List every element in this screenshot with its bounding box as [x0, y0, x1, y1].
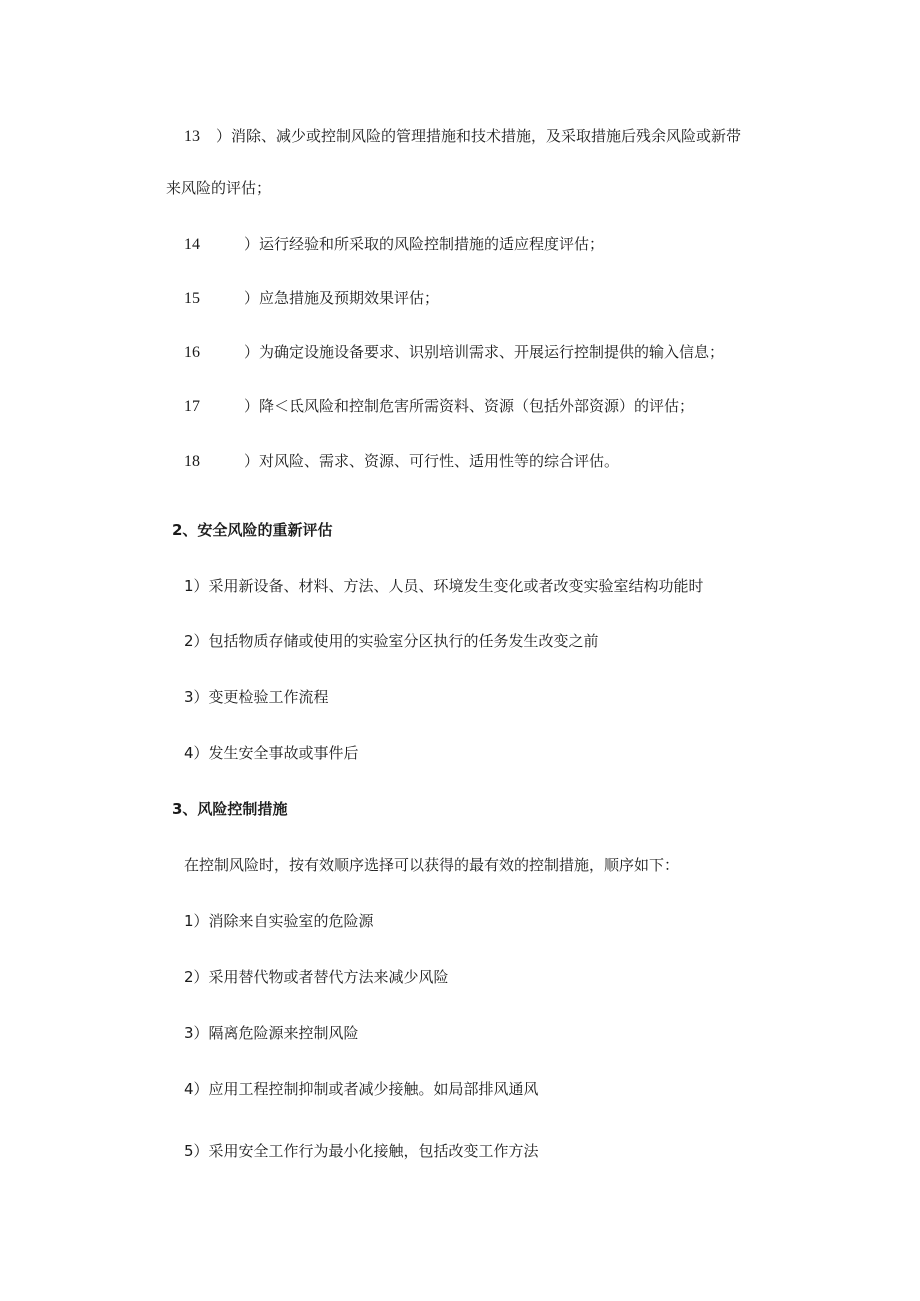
list-item-14 — [184, 234, 604, 255]
list-item-17 — [184, 396, 694, 417]
list-item-16 — [184, 342, 724, 363]
list-item: 3）隔离危险源来控制风险 — [184, 1024, 359, 1042]
list-item: 1）消除来自实验室的危险源 — [184, 912, 374, 930]
list-item: 2）包括物质存储或使用的实验室分区执行的任务发生改变之前 — [184, 632, 599, 650]
item-text: ）为确定设施设备要求、识别培训需求、开展运行控制提供的输入信息； — [244, 343, 725, 361]
list-item: 1）采用新设备、材料、方法、人员、环境发生变化或者改变实验室结构功能时 — [184, 577, 704, 595]
list-item-15 — [184, 288, 439, 309]
section-heading-risk-control: 3、风险控制措施 — [172, 800, 288, 818]
item-number: 18 — [184, 453, 200, 470]
item-text: ）应急措施及预期效果评估； — [244, 289, 440, 307]
section-heading-reassessment: 2、安全风险的重新评估 — [172, 521, 333, 539]
item-text: ）对风险、需求、资源、可行性、适用性等的综合评估。 — [244, 452, 620, 470]
list-item: 4）应用工程控制抑制或者减少接触。如局部排风通风 — [184, 1080, 539, 1098]
list-item-18 — [184, 451, 619, 472]
item-number: 17 — [184, 398, 200, 415]
item-number: 14 — [184, 236, 200, 253]
section-intro: 在控制风险时，按有效顺序选择可以获得的最有效的控制措施，顺序如下： — [184, 856, 680, 874]
list-item: 4）发生安全事故或事件后 — [184, 744, 359, 762]
list-item: 5）采用安全工作行为最小化接触，包括改变工作方法 — [184, 1142, 539, 1160]
list-item-13 — [184, 126, 741, 147]
item-text: ）运行经验和所采取的风险控制措施的适应程度评估； — [244, 235, 605, 253]
item-number: 16 — [184, 344, 200, 361]
item-text: ）消除、减少或控制风险的管理措施和技术措施，及采取措施后残余风险或新带 — [216, 127, 742, 145]
item-number: 15 — [184, 290, 200, 307]
list-item: 3）变更检验工作流程 — [184, 688, 329, 706]
item-text: ）降＜氐风险和控制危害所需资料、资源（包括外部资源）的评估； — [244, 397, 695, 415]
list-item: 2）采用替代物或者替代方法来减少风险 — [184, 968, 449, 986]
item-number: 13 — [184, 128, 200, 145]
list-item-13-continuation: 来风险的评估； — [166, 179, 272, 197]
